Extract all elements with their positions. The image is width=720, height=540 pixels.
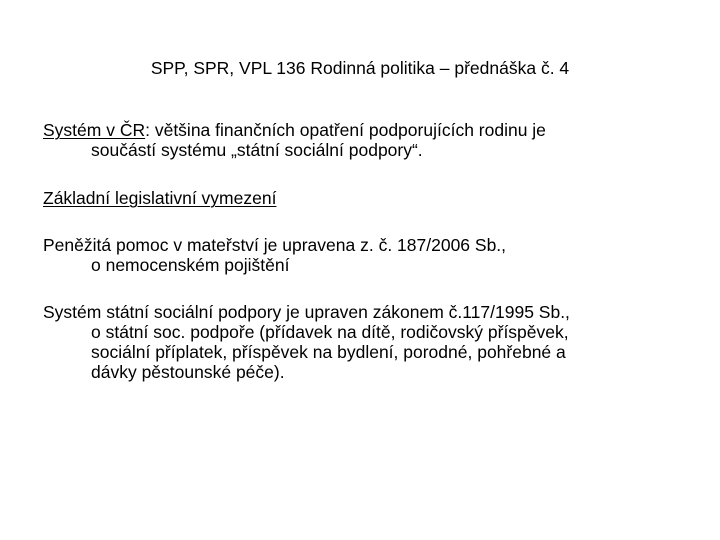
paragraph-continuation-line: dávky pěstounské péče). bbox=[91, 362, 285, 382]
paragraph-legislation-heading bbox=[43, 188, 683, 208]
section-heading: Základní legislativní vymezení bbox=[43, 188, 277, 208]
paragraph-text: : většina finančních opatření podporujících rodinu je bbox=[145, 120, 546, 140]
paragraph-continuation-line: sociální příplatek, příspěvek na bydlení, porodné, pohřebné a bbox=[91, 342, 566, 362]
paragraph-continuation-line: o nemocenském pojištění bbox=[91, 255, 290, 275]
paragraph-continuation-line: o státní soc. podpoře (přídavek na dítě, rodičovský příspěvek, bbox=[91, 322, 569, 342]
underlined-term: Systém v ČR bbox=[43, 120, 146, 140]
paragraph-line: Peněžitá pomoc v mateřství je upravena z. č. 187/2006 Sb., bbox=[43, 235, 507, 255]
paragraph-system-in-cr bbox=[43, 120, 683, 160]
paragraph-state-social-support bbox=[43, 302, 683, 382]
slide-title: SPP, SPR, VPL 136 Rodinná politika – přednáška č. 4 bbox=[150, 58, 570, 78]
paragraph-line: Systém státní sociální podpory je upraven zákonem č.117/1995 Sb., bbox=[43, 302, 570, 322]
paragraph-line bbox=[43, 120, 683, 140]
paragraph-continuation-line: součástí systému „státní sociální podpory“. bbox=[91, 140, 423, 160]
paragraph-maternity-benefit bbox=[43, 235, 683, 275]
